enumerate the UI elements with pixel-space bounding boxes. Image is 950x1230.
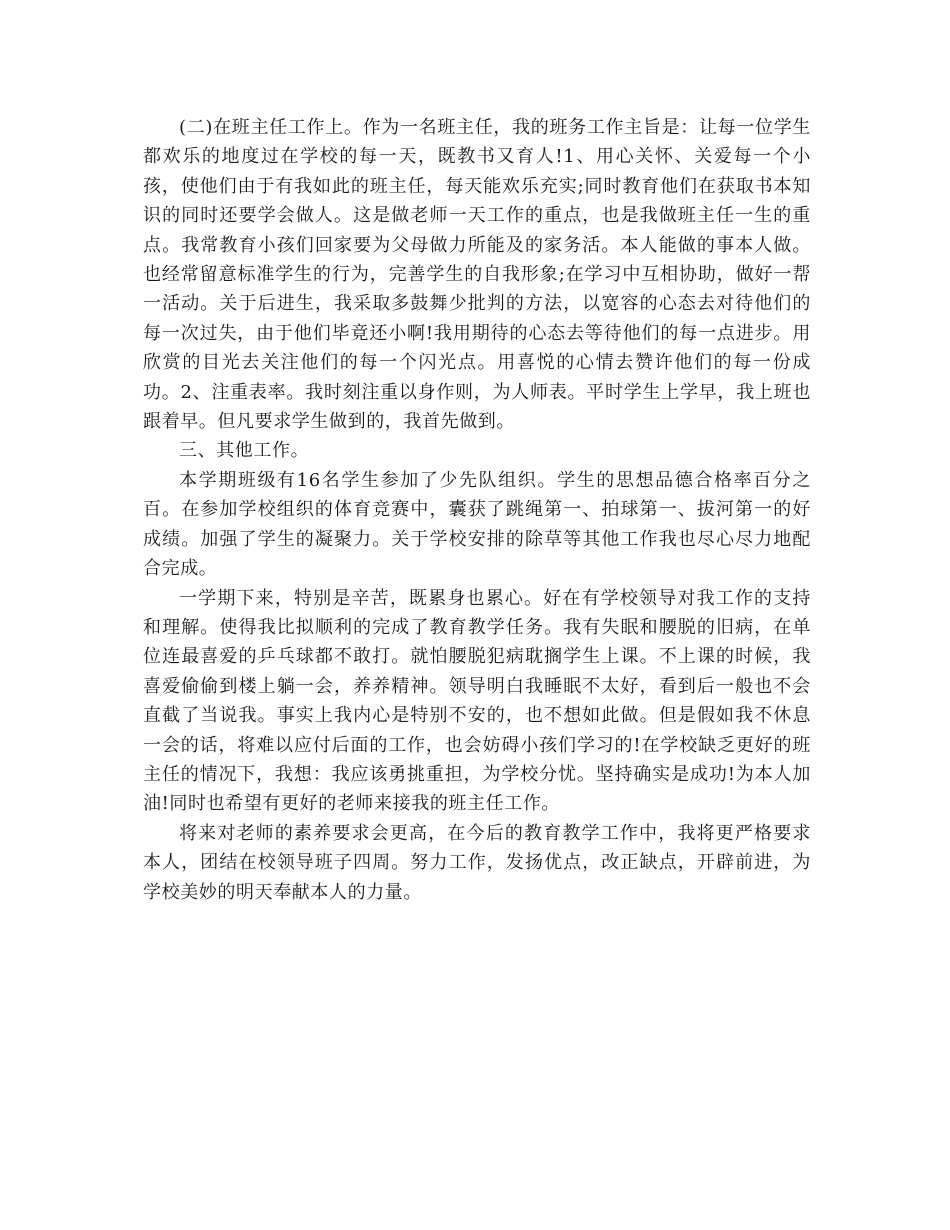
- heading-other-work: 三、其他工作。: [179, 440, 310, 462]
- paragraph-other-work: 本学期班级有16名学生参加了少先队组织。学生的思想品德合格率百分之百。在参加学校组织的体育竞赛中，囊获了跳绳第一、拍球第一、拔河第一的好成绩。加强了学生的凝聚力。关于学校安排的除草等其他工作我也尽心尽力地配合完成。: [143, 469, 811, 580]
- paragraph-semester-reflection: 一学期下来，特别是辛苦，既累身也累心。好在有学校领导对我工作的支持和理解。使得我比拟顺利的完成了教育教学任务。我有失眠和腰脱的旧病，在单位连最喜爱的乒乓球都不敢打。就怕腰脱犯病耽搁学生上课。不上课的时候，我喜爱偷偷到楼上躺一会，养养精神。领导明白我睡眠不太好，看到后一般也不会直截了当说我。事实上我内心是特别不安的，也不想如此做。但是假如我不休息一会的话，将难以应付后面的工作，也会妨碍小孩们学习的!在学校缺乏更好的班主任的情况下，我想：我应该勇挑重担，为学校分忧。坚持确实是成功!为本人加油!同时也希望有更好的老师来接我的班主任工作。: [143, 587, 811, 815]
- paragraph-future-outlook: 将来对老师的素养要求会更高，在今后的教育教学工作中，我将更严格要求本人，团结在校领导班子四周。努力工作，发扬优点，改正缺点，开辟前进，为学校美妙的明天奉献本人的力量。: [143, 822, 811, 903]
- paragraph-class-teacher-work: (二)在班主任工作上。作为一名班主任，我的班务工作主旨是：让每一位学生都欢乐的地度过在学校的每一天，既教书又育人!1、用心关怀、关爱每一个小孩，使他们由于有我如此的班主任，每天能欢乐充实;同时教育他们在获取书本知识的同时还要学会做人。这是做老师一天工作的重点，也是我做班主任一生的重点。我常教育小孩们回家要为父母做力所能及的家务活。本人能做的事本人做。也经常留意标准学生的行为，完善学生的自我形象;在学习中互相协助，做好一帮一活动。关于后进生，我采取多鼓舞少批判的方法，以宽容的心态去对待他们的每一次过失，由于他们毕竟还小啊!我用期待的心态去等待他们的每一点进步。用欣赏的目光去关注他们的每一个闪光点。用喜悦的心情去赞许他们的每一份成功。2、注重表率。我时刻注重以身作则，为人师表。平时学生上学早，我上班也跟着早。但凡要求学生做到的，我首先做到。: [143, 117, 811, 433]
- document-body: [143, 113, 811, 907]
